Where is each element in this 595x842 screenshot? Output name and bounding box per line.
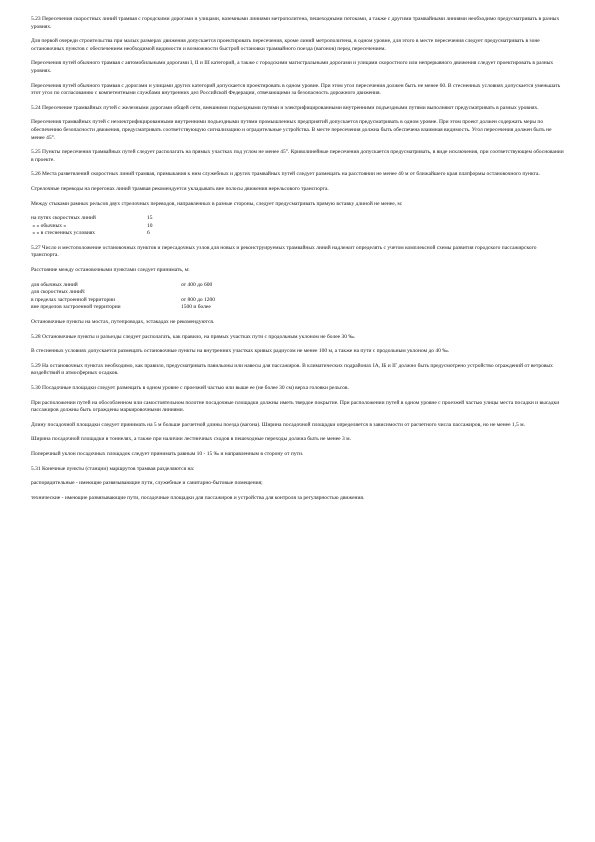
table-cell-label: в пределах застроенной территории (31, 296, 116, 303)
paragraph-5-31: 5.31 Конечные пункты (станции) маршрутов трамвая разделяются на: (31, 465, 195, 472)
table-cell-value: от 400 до 600 (181, 281, 213, 288)
table-cell-value: 10 (147, 222, 153, 229)
paragraph: Пересечения путей обычного трамвая с автомобильными дорогами I, II и III категорий, а также с городскими магистральными дорогами и улицами скоростного или непрерывного движения следует проектировать в разных уровнях. (31, 60, 554, 74)
table-cell-value: от 800 до 1200 (181, 296, 216, 303)
table-cell-label: для скоростных линий: (31, 289, 86, 296)
table-row (31, 223, 564, 231)
paragraph-5-29: 5.29 На остановочных пунктах необходимо, как правило, предусматривать павильоны или навесы для пассажиров. В климатических подрайонах IA, IБ и IГ должно быть предусмотрено устройство ограждений от ветровых воздействий и атмосферных осадков. (31, 362, 553, 377)
table-row (31, 289, 564, 297)
paragraph: Ширина посадочной площадки в тоннелях, а также при наличии лестничных сходов в пешеходные переходы должна быть не менее 3 м. (31, 436, 351, 443)
table-cell-value: 15 (147, 215, 153, 222)
paragraph: В стесненных условиях допускается размещать остановочные пункты на внутренних участках кривых радиусом не менее 100 м, а также на пути с продольным уклоном до 40 ‰. (31, 348, 450, 355)
paragraph: распорядительные - имеющие развязывающие пути, служебные и санитарно-бытовые помещения; (31, 480, 263, 487)
insert-length-table (31, 215, 564, 238)
table-cell-label: » » обычных » (31, 222, 67, 229)
paragraph-5-30: 5.30 Посадочные площадки следует размещать в одном уровне с проезжей частью или выше ее (не более 30 см) верха головки рельсов. (31, 385, 349, 391)
table-row (31, 230, 564, 238)
paragraph-5-27: 5.27 Число и местоположение остановочных пунктов и пересадочных узлов для новых и реконструируемых трамвайных линий надлежит определять с учетом комплексной схемы развития городского пассажирского транспорта. (31, 244, 537, 259)
document-page (31, 16, 564, 509)
table-cell-label: вне пределов застроенной территории (31, 304, 121, 311)
table-cell-label: на путях скоростных линий (31, 215, 96, 222)
paragraph-5-25: 5.25 Пункты пересечения трамвайных путей следует располагать на прямых участках под углом не менее 45°. Криволинейные пересечения допускается предусматривать, в виде исключения, при соответствующем обосновании в проекте. (31, 149, 564, 163)
paragraph: Пересечения трамвайных путей с неэлектрифицированными внутренними подъездными путями промышленных предприятий допускается предусматривать в одном уровне. При этом проект должен содержать меры по обеспечению безопасности движения, предусматривать соответствующую сигнализацию и оградительные устройства. В месте пересечения должна быть обеспечена взаимная видимость. Угол пересечения должен быть не менее 45°. (31, 119, 552, 141)
table-cell-label: для обычных линий (31, 281, 78, 288)
paragraph: Расстояние между остановочными пунктами следует принимать, м: (31, 267, 190, 274)
paragraph: технические - имеющие развязывающие пути, посадочные площадки для пассажиров и устройства для контроля за регулярностью движения. (31, 494, 365, 501)
paragraph-5-23: 5.23 Пересечения скоростных линий трамвая с городскими дорогами и улицами, наземными линиями метрополитена, пешеходными потоками, а также с другими трамвайными линиями необходимо предусматривать в разных уровнях. (31, 16, 560, 30)
paragraph: Поперечный уклон посадочных площадок следует принимать равным 10 - 15 ‰ и направленным в сторону от пути. (31, 450, 304, 457)
table-cell-value: 1500 и более (181, 304, 211, 311)
paragraph: Для первой очереди строительства при малых размерах движения допускается проектировать пересечения, кроме линий метрополитена, в одном уровне, для этого в месте пересечения следует предусматривать в зоне остановочных пунктов с обеспечением необходимой видимости и возможности быстрой остановки трамвайного поезда (вагонов) перед пересечением. (31, 38, 540, 52)
table-row (31, 282, 564, 290)
paragraph: Стрелочные переводы на перегонах линий трамвая рекомендуется укладывать вне полосы движения нерельсового транспорта. (31, 185, 329, 192)
table-cell-label: » » в стесненных условиях (31, 230, 96, 237)
paragraph-5-26: 5.26 Места разветвлений скоростных линий трамвая, примыкания к ним служебных и других трамвайных путей следует размещать на расстоянии не менее 40 м от ближайшего края платформы остановочного пункта. (31, 171, 540, 178)
table-cell-value: 6 (147, 230, 150, 237)
paragraph: Длину посадочной площадки следует принимать на 5 м больше расчетной длины поезда (вагона). Ширина посадочной площадки определяется в зависимости от расчетного числа пассажиров, но не менее 1,5 м. (31, 421, 526, 428)
paragraph-5-28: 5.28 Остановочные пункты и разъезды следует располагать, как правило, на прямых участках пути с продольным уклоном не более 30 ‰. (31, 333, 356, 340)
paragraph: При расположении путей на обособленном или самостоятельном полотне посадочные площадки должны иметь твердое покрытие. При расположении путей в одном уровне с проезжей частью улицы места посадки и высадки пассажиров должны быть ограждены маркировочными линиями. (31, 399, 560, 414)
table-row (31, 215, 564, 223)
stop-distance-table (31, 282, 564, 312)
paragraph: Между стыками рамных рельсов двух стрелочных переводов, направленных в разные стороны, следует предусматривать прямую вставку длиной не менее, м: (31, 200, 403, 207)
paragraph: Пересечения путей обычного трамвая с дорогами и улицами других категорий допускается проектировать в одном уровне. При этом угол пересечения должен быть не менее 60. В стесненных условиях допускается уменьшать этот угол по согласованию с компетентными службами внутренних дел Российской Федерации, отвечающими за безопасность дорожного движения. (31, 82, 561, 97)
paragraph-5-24: 5.24 Пересечение трамвайных путей с железными дорогами общей сети, внешними подъездными путями и электрифицированными внутренними подъездными путями выполняют предусматривать в разных уровнях. (31, 104, 539, 111)
paragraph: Остановочные пункты на мостах, путепроводах, эстакадах не рекомендуются. (31, 319, 215, 326)
table-row (31, 304, 564, 312)
